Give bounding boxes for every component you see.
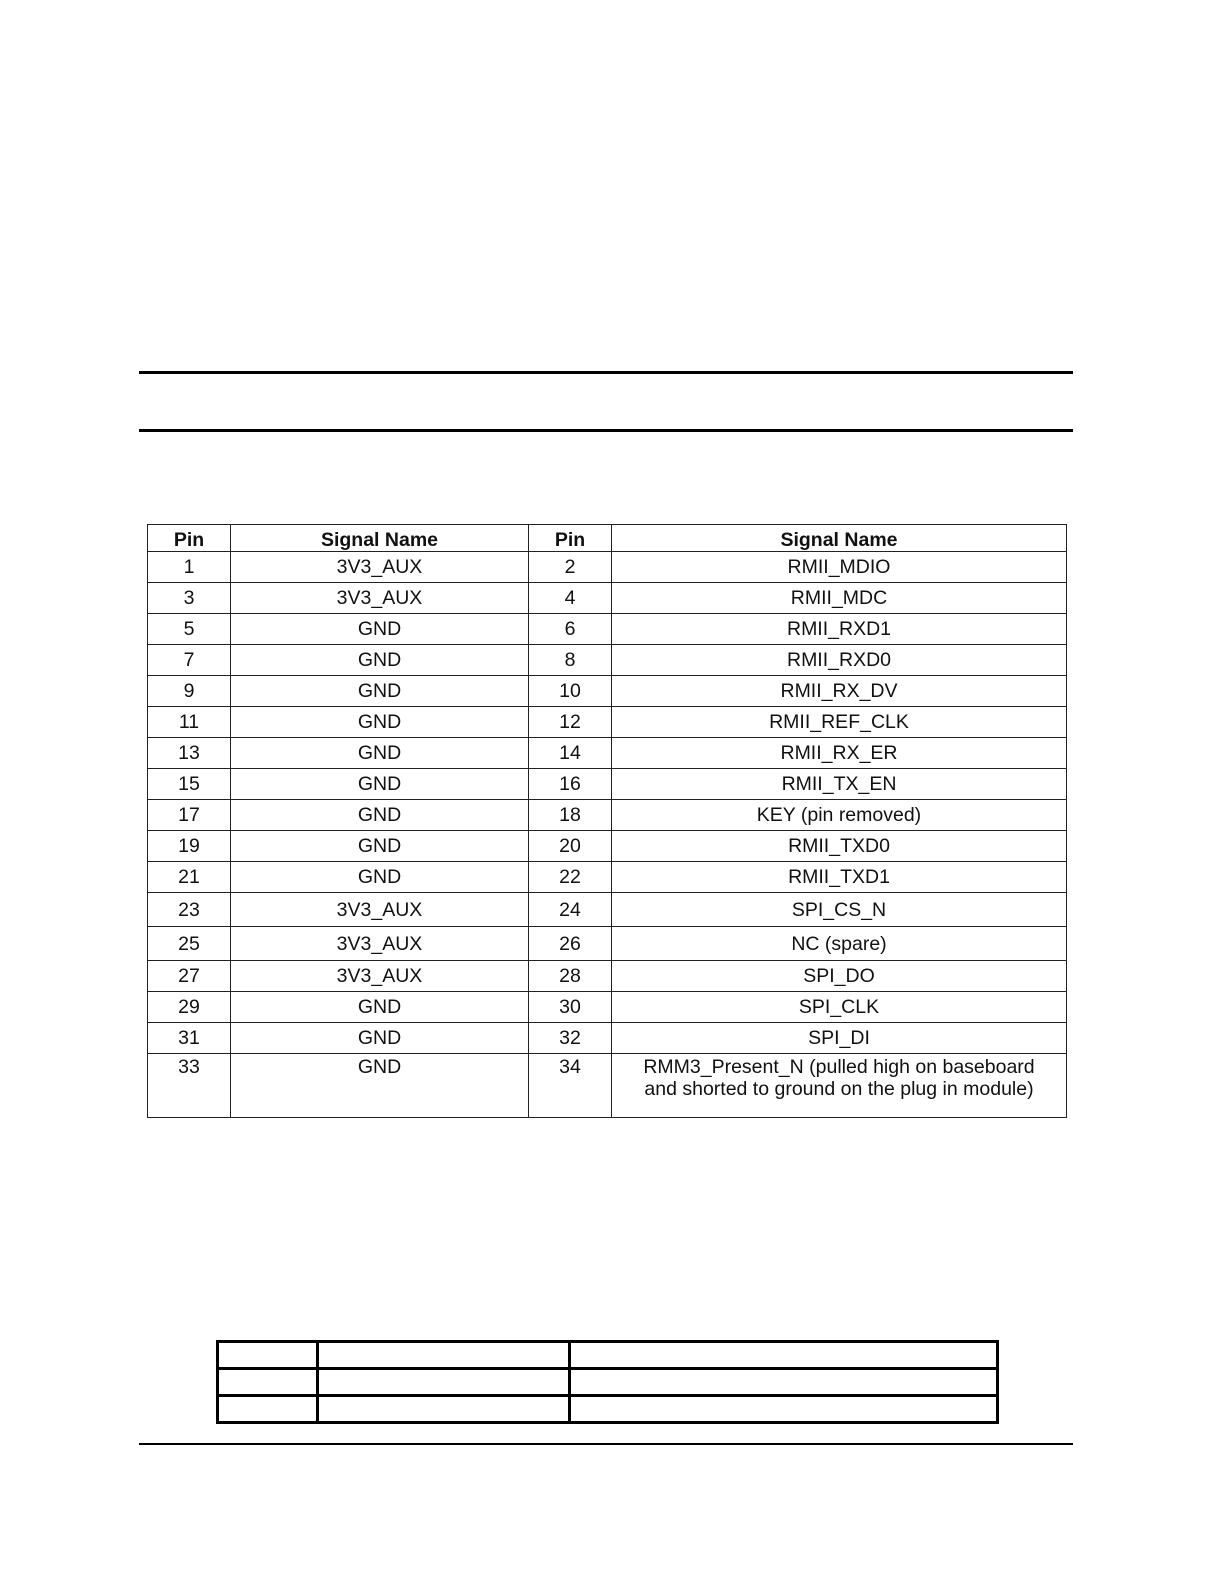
pin-a-cell: 33: [148, 1054, 231, 1118]
signal-a-cell: 3V3_AUX: [231, 583, 529, 614]
signal-b-cell: RMII_TX_EN: [612, 769, 1067, 800]
pin-b-cell: 26: [529, 927, 612, 961]
signal-b-cell: RMII_MDIO: [612, 552, 1067, 583]
empty-table: [216, 1340, 999, 1424]
signal-b-cell: KEY (pin removed): [612, 800, 1067, 831]
table-row: [148, 1054, 1067, 1118]
pin-a-cell: 19: [148, 831, 231, 862]
signal-a-cell: 3V3_AUX: [231, 961, 529, 992]
signal-a-cell: GND: [231, 645, 529, 676]
signal-b-cell: SPI_CLK: [612, 992, 1067, 1023]
table-row: [148, 992, 1067, 1023]
signal-b-cell: RMII_RX_DV: [612, 676, 1067, 707]
signal-b-cell: RMII_RX_ER: [612, 738, 1067, 769]
table-header-row: [148, 525, 1067, 552]
table-row: [148, 893, 1067, 927]
pin-b-cell: 12: [529, 707, 612, 738]
signal-a-cell: 3V3_AUX: [231, 893, 529, 927]
pin-a-cell: 21: [148, 862, 231, 893]
table-row: [218, 1342, 998, 1369]
header-signal-b: Signal Name: [612, 525, 1067, 552]
pin-b-cell: 28: [529, 961, 612, 992]
signal-b-cell: RMII_REF_CLK: [612, 707, 1067, 738]
signal-a-cell: 3V3_AUX: [231, 927, 529, 961]
signal-a-cell: GND: [231, 676, 529, 707]
pin-b-cell: 6: [529, 614, 612, 645]
signal-a-cell: GND: [231, 862, 529, 893]
pin-b-cell: 24: [529, 893, 612, 927]
table-row: [148, 862, 1067, 893]
header-signal-a: Signal Name: [231, 525, 529, 552]
table-row: [148, 614, 1067, 645]
table-row: [148, 583, 1067, 614]
pin-a-cell: 7: [148, 645, 231, 676]
table-row: [148, 676, 1067, 707]
pin-b-cell: 32: [529, 1023, 612, 1054]
pin-a-cell: 15: [148, 769, 231, 800]
signal-b-cell: RMII_TXD1: [612, 862, 1067, 893]
pin-b-cell: 14: [529, 738, 612, 769]
pin-a-cell: 27: [148, 961, 231, 992]
signal-b-cell: RMII_RXD1: [612, 614, 1067, 645]
signal-a-cell: GND: [231, 1023, 529, 1054]
table-row: [148, 707, 1067, 738]
pin-b-cell: 4: [529, 583, 612, 614]
pin-a-cell: 11: [148, 707, 231, 738]
pin-b-cell: 16: [529, 769, 612, 800]
signal-a-cell: GND: [231, 738, 529, 769]
pin-b-cell: 20: [529, 831, 612, 862]
pin-a-cell: 31: [148, 1023, 231, 1054]
table-row: [148, 645, 1067, 676]
pin-a-cell: 5: [148, 614, 231, 645]
table-row: [218, 1396, 998, 1423]
pin-b-cell: 30: [529, 992, 612, 1023]
table-row: [218, 1369, 998, 1396]
section-top-rule: [139, 371, 1073, 374]
pin-b-cell: 18: [529, 800, 612, 831]
table-row: [148, 769, 1067, 800]
signal-a-cell: GND: [231, 1054, 529, 1118]
pin-b-cell: 10: [529, 676, 612, 707]
table-row: [148, 961, 1067, 992]
signal-b-cell: NC (spare): [612, 927, 1067, 961]
table-row: [148, 552, 1067, 583]
signal-a-cell: GND: [231, 707, 529, 738]
signal-b-cell: SPI_CS_N: [612, 893, 1067, 927]
table-row: [148, 831, 1067, 862]
pin-a-cell: 23: [148, 893, 231, 927]
pin-a-cell: 29: [148, 992, 231, 1023]
pin-a-cell: 1: [148, 552, 231, 583]
header-pin-a: Pin: [148, 525, 231, 552]
signal-a-cell: GND: [231, 769, 529, 800]
footer-rule: [139, 1443, 1073, 1445]
pin-a-cell: 9: [148, 676, 231, 707]
signal-a-cell: GND: [231, 800, 529, 831]
pin-a-cell: 13: [148, 738, 231, 769]
signal-b-cell: RMII_TXD0: [612, 831, 1067, 862]
section-bottom-rule: [139, 429, 1073, 432]
connector-pinout-table: [147, 524, 1067, 1118]
table-row: [148, 800, 1067, 831]
signal-a-cell: GND: [231, 614, 529, 645]
pin-b-cell: 8: [529, 645, 612, 676]
signal-b-cell: RMII_MDC: [612, 583, 1067, 614]
pin-a-cell: 25: [148, 927, 231, 961]
table-row: [148, 1023, 1067, 1054]
signal-b-cell: SPI_DI: [612, 1023, 1067, 1054]
signal-b-cell: SPI_DO: [612, 961, 1067, 992]
signal-b-cell: RMII_RXD0: [612, 645, 1067, 676]
pin-b-cell: 2: [529, 552, 612, 583]
signal-b-cell: RMM3_Present_N (pulled high on baseboard and shorted to ground on the plug in module): [612, 1054, 1067, 1118]
signal-a-cell: 3V3_AUX: [231, 552, 529, 583]
table-row: [148, 738, 1067, 769]
signal-a-cell: GND: [231, 831, 529, 862]
pin-b-cell: 22: [529, 862, 612, 893]
table-row: [148, 927, 1067, 961]
signal-a-cell: GND: [231, 992, 529, 1023]
pin-a-cell: 17: [148, 800, 231, 831]
header-pin-b: Pin: [529, 525, 612, 552]
pin-b-cell: 34: [529, 1054, 612, 1118]
pin-a-cell: 3: [148, 583, 231, 614]
